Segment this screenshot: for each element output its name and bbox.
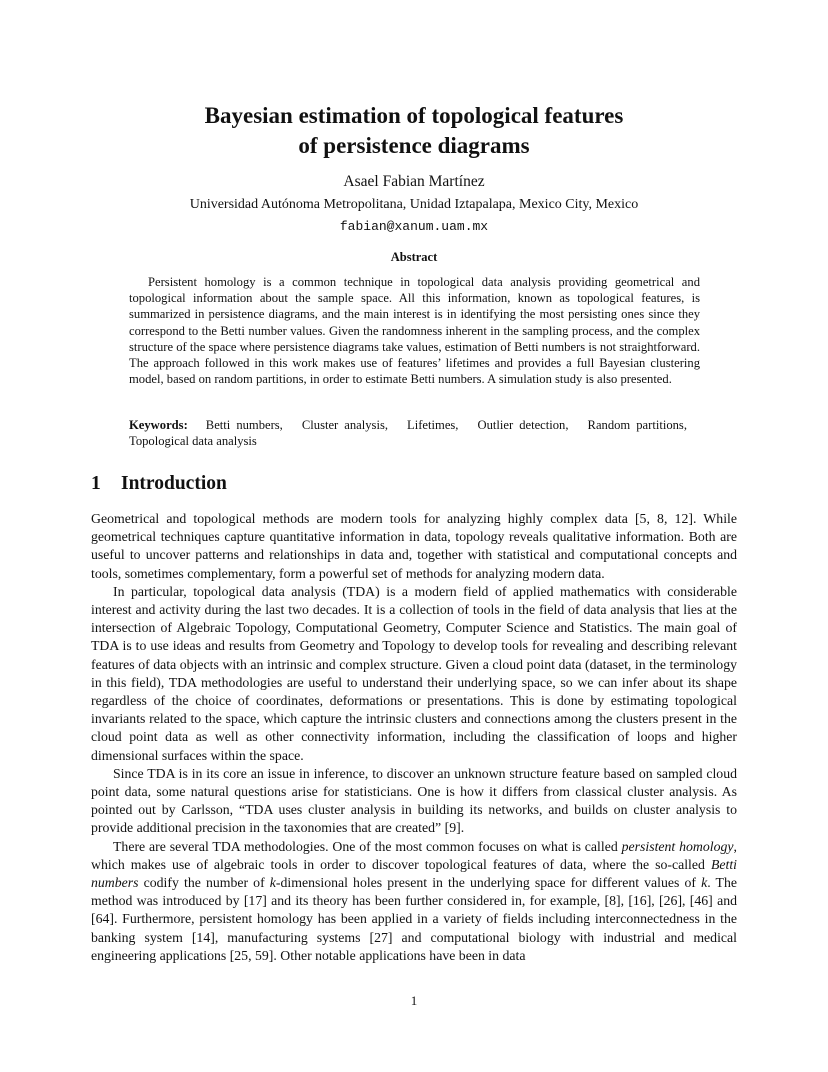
keywords-label: Keywords:	[129, 418, 188, 432]
text-run: There are several TDA methodologies. One of the most common focuses on what is called	[113, 838, 622, 854]
abstract-text: Persistent homology is a common technique in topological data analysis providing geometrical and topological information about the sample space. All this information, known as topological features, is summarized in persistence diagrams, and the main interest is in identifying the most persisting ones since they correspond to the Betti number values. Given the randomness inherent in the sampling process, and the complex structure of the space where persistence diagrams take values, estimation of Betti numbers is not straightforward. The approach followed in this work makes use of features’ lifetimes and provides a full Bayesian clustering model, based on random partitions, in order to estimate Betti numbers. A simulation study is also presented.	[129, 275, 700, 387]
keyword: Outlier detection,	[477, 418, 569, 432]
section-heading	[91, 473, 227, 495]
math-variable: k	[269, 875, 276, 891]
keyword: Topological data analysis	[129, 434, 257, 449]
keyword: Random partitions,	[587, 418, 687, 432]
page-number: 1	[410, 993, 418, 1008]
section-number: 1	[91, 473, 101, 494]
author-affiliation: Universidad Autónoma Metropolitana, Unidad Iztapalapa, Mexico City, Mexico	[189, 197, 639, 212]
author-name: Asael Fabian Martínez	[343, 173, 485, 190]
text-run: -dimensional holes present in the underlying space for different values of	[275, 875, 702, 891]
keyword: Cluster analysis,	[301, 418, 389, 432]
section-title: Introduction	[121, 473, 227, 494]
emphasis: Betti numbers	[91, 856, 737, 891]
title-line-2: of persistence diagrams	[298, 133, 530, 158]
keyword: Lifetimes,	[407, 418, 459, 432]
keyword: Betti numbers,	[205, 418, 283, 432]
paragraph	[91, 838, 737, 965]
section-body	[91, 510, 737, 965]
math-variable: k	[701, 875, 708, 891]
paragraph: Geometrical and topological methods are modern tools for analyzing highly complex data [5, 8, 12]. While geometrical techniques capture quantitative information in data, topology reveals qualitative information. Both are useful to uncover patterns and relationships in data and, together with statistical and computational concepts and tools, sometimes complementary, form a powerful set of methods for analyzing modern data.	[91, 511, 737, 581]
title-line-1: Bayesian estimation of topological features	[204, 103, 624, 128]
paper-title	[0, 101, 828, 161]
emphasis: persistent homology	[621, 838, 734, 854]
author-email: fabian@xanum.uam.mx	[339, 219, 489, 234]
text-run: , which makes use of algebraic tools in order to discover topological features of data, where the so-called	[91, 838, 737, 872]
text-run: codify the number of	[138, 875, 270, 891]
abstract-heading: Abstract	[390, 250, 438, 264]
paragraph: In particular, topological data analysis (TDA) is a modern field of applied mathematics with considerable interest and activity during the last two decades. It is a collection of tools in the field of data analysis that lies at the intersection of Algebraic Topology, Computational Geometry, Computer Science and Statistics. The main goal of TDA is to use ideas and results from Geometry and Topology to develop tools for revealing and describing relevant features of data objects with an intrinsic and complex structure. Given a cloud point data (dataset, in the terminology in this field), TDA methodologies are useful to understand their underlying space, so we can infer about its shape regardless of the choice of coordinates, deformations or presentations. This is done by estimating topological invariants related to the space, which capture the intrinsic clusters and connections among the clusters present in the cloud point data as well as other connectivity information, including the classification of loops and higher dimensional surfaces within the space.	[91, 583, 737, 763]
keywords	[129, 417, 700, 449]
paragraph: Since TDA is in its core an issue in inference, to discover an unknown structure feature based on sampled cloud point data, some natural questions arise for statisticians. One is how it differs from classical cluster analysis. As pointed out by Carlsson, “TDA uses cluster analysis in building its networks, and builds on cluster analysis to provide additional precision in the taxonomies that are created” [9].	[91, 765, 737, 836]
text-run: . The method was introduced by [17] and its theory has been further considered in, for example, [8], [16], [26], [46] and [64]. Furthermore, persistent homology has been applied in a variety of fields including interconnectedness in the banking system [14], manufacturing systems [27] and computational biology with industrial and medical engineering applications [25, 59]. Other notable applications have been in data	[91, 875, 737, 963]
